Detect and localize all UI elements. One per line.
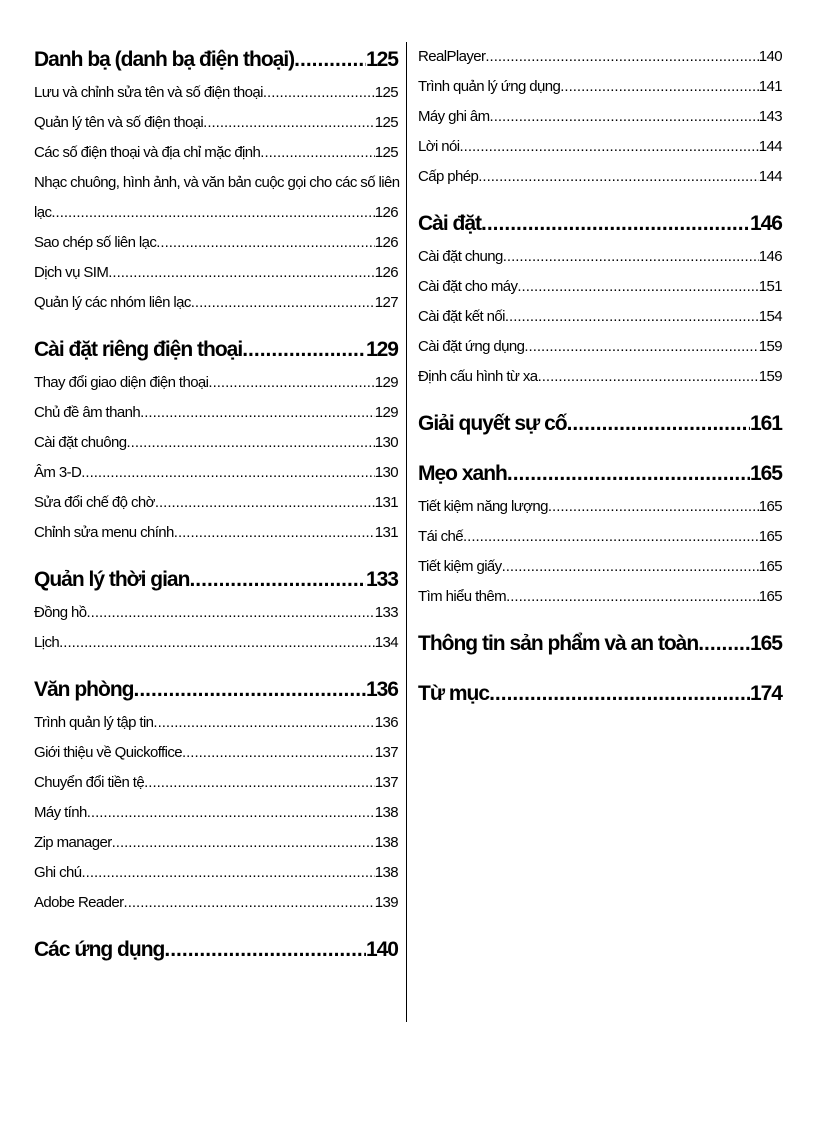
entry-title: Các số điện thoại và địa chỉ mặc định (34, 144, 261, 161)
toc-section (34, 332, 398, 548)
toc-entry[interactable] (34, 488, 398, 518)
entry-title: Máy tính (34, 804, 87, 821)
toc-section (418, 676, 782, 712)
entry-title: Cài đặt ứng dụng (418, 338, 525, 355)
dot-leader (155, 488, 375, 518)
dot-leader (260, 138, 374, 168)
section-title: Mẹo xanh (418, 462, 507, 485)
entry-page-number: 165 (758, 588, 782, 605)
section-heading[interactable] (34, 562, 398, 598)
entry-title: Thay đổi giao diện điện thoại (34, 374, 209, 391)
entry-page-number: 165 (758, 498, 782, 515)
dot-leader (507, 456, 750, 492)
toc-section (418, 42, 782, 192)
toc-entry[interactable] (34, 398, 398, 428)
toc-entry[interactable] (34, 768, 398, 798)
toc-entry[interactable] (34, 888, 398, 918)
toc-entry[interactable] (418, 582, 782, 612)
section-title: Cài đặt riêng điện thoại (34, 338, 243, 361)
entry-page-number: 151 (758, 278, 782, 295)
section-page-number: 140 (365, 938, 398, 961)
dot-leader (164, 932, 366, 968)
toc-entry[interactable] (34, 78, 398, 108)
toc-entry[interactable] (418, 362, 782, 392)
entry-page-number: 127 (374, 294, 398, 311)
entry-title: Adobe Reader (34, 894, 124, 911)
entry-page-number: 130 (374, 464, 398, 481)
entry-title: Ghi chú (34, 864, 82, 881)
dot-leader (294, 42, 366, 78)
section-heading[interactable] (418, 206, 782, 242)
dot-leader (478, 162, 759, 192)
toc-section (418, 456, 782, 612)
entry-page-number: 131 (374, 494, 398, 511)
entry-title: Tái chế (418, 528, 463, 545)
entry-title: Cấp phép (418, 168, 479, 185)
dot-leader (567, 406, 750, 442)
toc-entry[interactable] (34, 738, 398, 768)
toc-entry[interactable] (34, 368, 398, 398)
toc-entry[interactable] (418, 242, 782, 272)
entry-page-number: 144 (758, 138, 782, 155)
toc-entry[interactable] (34, 518, 398, 548)
toc-left-column (34, 42, 398, 968)
toc-right-column (418, 42, 782, 712)
dot-leader (517, 272, 758, 302)
dot-leader (59, 628, 375, 658)
dot-leader (560, 72, 759, 102)
dot-leader (208, 368, 374, 398)
dot-leader (134, 672, 366, 708)
entry-page-number: 137 (374, 774, 398, 791)
entry-page-number: 137 (374, 744, 398, 761)
entry-title: Trình quản lý ứng dụng (418, 78, 561, 95)
toc-section (418, 626, 782, 662)
section-heading[interactable] (418, 676, 782, 712)
toc-entry[interactable] (34, 228, 398, 258)
toc-section (34, 42, 398, 318)
entry-page-number: 139 (374, 894, 398, 911)
entry-page-number: 129 (374, 404, 398, 421)
entry-page-number: 133 (374, 604, 398, 621)
entry-title: Cài đặt chuông (34, 434, 127, 451)
section-heading[interactable] (34, 672, 398, 708)
dot-leader (127, 428, 375, 458)
entry-page-number: 165 (758, 558, 782, 575)
dot-leader (548, 492, 759, 522)
dot-leader (153, 708, 374, 738)
section-title: Danh bạ (danh bạ điện thoại) (34, 48, 295, 71)
entry-page-number: 154 (758, 308, 782, 325)
entry-page-number: 159 (758, 368, 782, 385)
toc-entry[interactable] (418, 132, 782, 162)
entry-title: Âm 3-D (34, 464, 82, 481)
entry-page-number: 126 (374, 234, 398, 251)
entry-title: Sửa đổi chế độ chờ (34, 494, 155, 511)
entry-page-number: 159 (758, 338, 782, 355)
toc-entry[interactable] (34, 198, 398, 228)
toc-entry[interactable] (418, 272, 782, 302)
entry-title: Chuyển đổi tiền tệ (34, 774, 145, 791)
toc-entry[interactable] (418, 552, 782, 582)
entry-page-number: 138 (374, 864, 398, 881)
entry-title: Máy ghi âm (418, 108, 490, 125)
entry-title: Trình quản lý tập tin (34, 714, 154, 731)
entry-title: Dịch vụ SIM (34, 264, 109, 281)
entry-page-number: 165 (758, 528, 782, 545)
entry-page-number: 138 (374, 834, 398, 851)
dot-leader (538, 362, 759, 392)
entry-title: Cài đặt kết nối (418, 308, 505, 325)
entry-page-number: 136 (374, 714, 398, 731)
entry-page-number: 140 (758, 48, 782, 65)
entry-page-number: 143 (758, 108, 782, 125)
dot-leader (203, 108, 375, 138)
section-page-number: 174 (749, 682, 782, 705)
entry-title: Tiết kiệm năng lượng (418, 498, 548, 515)
toc-entry[interactable] (418, 102, 782, 132)
toc-entry[interactable] (34, 598, 398, 628)
toc-entry[interactable] (34, 858, 398, 888)
toc-entry[interactable] (34, 708, 398, 738)
entry-title: Zip manager (34, 834, 112, 851)
section-heading[interactable] (418, 406, 782, 442)
dot-leader (124, 888, 375, 918)
dot-leader (502, 552, 759, 582)
entry-title: Lưu và chỉnh sửa tên và số điện thoại (34, 84, 263, 101)
entry-page-number: 141 (758, 78, 782, 95)
dot-leader (460, 132, 759, 162)
dot-leader (82, 858, 375, 888)
entry-page-number: 125 (374, 84, 398, 101)
dot-leader (481, 206, 750, 242)
dot-leader (698, 626, 750, 662)
toc-entry[interactable] (34, 458, 398, 488)
dot-leader (490, 102, 759, 132)
entry-page-number: 125 (374, 144, 398, 161)
toc-entry[interactable] (34, 628, 398, 658)
toc-entry[interactable] (418, 72, 782, 102)
section-title: Văn phòng (34, 678, 134, 701)
entry-page-number: 125 (374, 114, 398, 131)
section-title: Cài đặt (418, 212, 482, 235)
dot-leader (144, 768, 375, 798)
section-title: Các ứng dụng (34, 938, 165, 961)
section-heading[interactable] (34, 932, 398, 968)
entry-title: Định cấu hình từ xa (418, 368, 538, 385)
toc-section (34, 562, 398, 658)
toc-entry[interactable] (418, 332, 782, 362)
dot-leader (505, 302, 759, 332)
dot-leader (506, 582, 759, 612)
dot-leader (108, 258, 375, 288)
section-title: Quản lý thời gian (34, 568, 190, 591)
entry-title: Chỉnh sửa menu chính (34, 524, 174, 541)
section-page-number: 161 (749, 412, 782, 435)
entry-title: lạc (34, 204, 52, 221)
section-heading[interactable] (34, 332, 398, 368)
entry-title: Lịch (34, 634, 60, 651)
toc-entry[interactable] (34, 798, 398, 828)
dot-leader (485, 42, 758, 72)
section-title: Từ mục (418, 682, 490, 705)
section-heading[interactable] (34, 42, 398, 78)
toc-section (34, 672, 398, 918)
entry-title: Lời nói (418, 138, 460, 155)
entry-page-number: 129 (374, 374, 398, 391)
toc-entry[interactable] (34, 428, 398, 458)
toc-entry[interactable] (418, 522, 782, 552)
entry-page-number: 144 (758, 168, 782, 185)
dot-leader (524, 332, 758, 362)
dot-leader (182, 738, 375, 768)
entry-page-number: 126 (374, 264, 398, 281)
dot-leader (489, 676, 750, 712)
toc-entry[interactable] (34, 258, 398, 288)
entry-title: Tiết kiệm giấy (418, 558, 502, 575)
toc-entry[interactable] (418, 302, 782, 332)
entry-title: Cài đặt chung (418, 248, 503, 265)
entry-title: Nhạc chuông, hình ảnh, và văn bản cuộc gọi cho các số liên (34, 174, 400, 191)
entry-page-number: 126 (374, 204, 398, 221)
section-page-number: 165 (749, 632, 782, 655)
entry-page-number: 134 (374, 634, 398, 651)
dot-leader (140, 398, 375, 428)
dot-leader (463, 522, 759, 552)
entry-title: Chủ đề âm thanh (34, 404, 141, 421)
section-page-number: 129 (365, 338, 398, 361)
entry-page-number: 138 (374, 804, 398, 821)
section-page-number: 165 (749, 462, 782, 485)
dot-leader (189, 562, 366, 598)
dot-leader (242, 332, 366, 368)
toc-entry[interactable] (418, 492, 782, 522)
entry-title: RealPlayer (418, 48, 486, 65)
section-title: Giải quyết sự cố (418, 412, 567, 435)
dot-leader (81, 458, 375, 488)
entry-title: Đồng hồ (34, 604, 87, 621)
section-page-number: 125 (365, 48, 398, 71)
entry-title: Tìm hiểu thêm (418, 588, 507, 605)
toc-entry[interactable] (418, 42, 782, 72)
toc-entry[interactable] (34, 108, 398, 138)
entry-title: Quản lý các nhóm liên lạc (34, 294, 191, 311)
toc-entry[interactable] (34, 138, 398, 168)
toc-entry[interactable] (34, 168, 398, 198)
toc-section (418, 406, 782, 442)
entry-title: Quản lý tên và số điện thoại (34, 114, 204, 131)
section-page-number: 146 (749, 212, 782, 235)
toc-entry[interactable] (34, 288, 398, 318)
section-heading[interactable] (418, 626, 782, 662)
section-heading[interactable] (418, 456, 782, 492)
dot-leader (263, 78, 375, 108)
toc-section (418, 206, 782, 392)
entry-page-number: 131 (374, 524, 398, 541)
entry-title: Sao chép số liên lạc (34, 234, 157, 251)
dot-leader (156, 228, 375, 258)
dot-leader (174, 518, 375, 548)
toc-entry[interactable] (418, 162, 782, 192)
toc-entry[interactable] (34, 828, 398, 858)
toc-section (34, 932, 398, 968)
entry-title: Giới thiệu về Quickoffice (34, 744, 182, 761)
entry-title: Cài đặt cho máy (418, 278, 518, 295)
dot-leader (51, 198, 374, 228)
dot-leader (503, 242, 759, 272)
dot-leader (112, 828, 375, 858)
section-title: Thông tin sản phẩm và an toàn (418, 632, 699, 655)
dot-leader (191, 288, 375, 318)
dot-leader (87, 798, 375, 828)
section-page-number: 136 (365, 678, 398, 701)
dot-leader (87, 598, 375, 628)
entry-page-number: 146 (758, 248, 782, 265)
entry-page-number: 130 (374, 434, 398, 451)
section-page-number: 133 (365, 568, 398, 591)
column-divider (406, 42, 407, 1022)
